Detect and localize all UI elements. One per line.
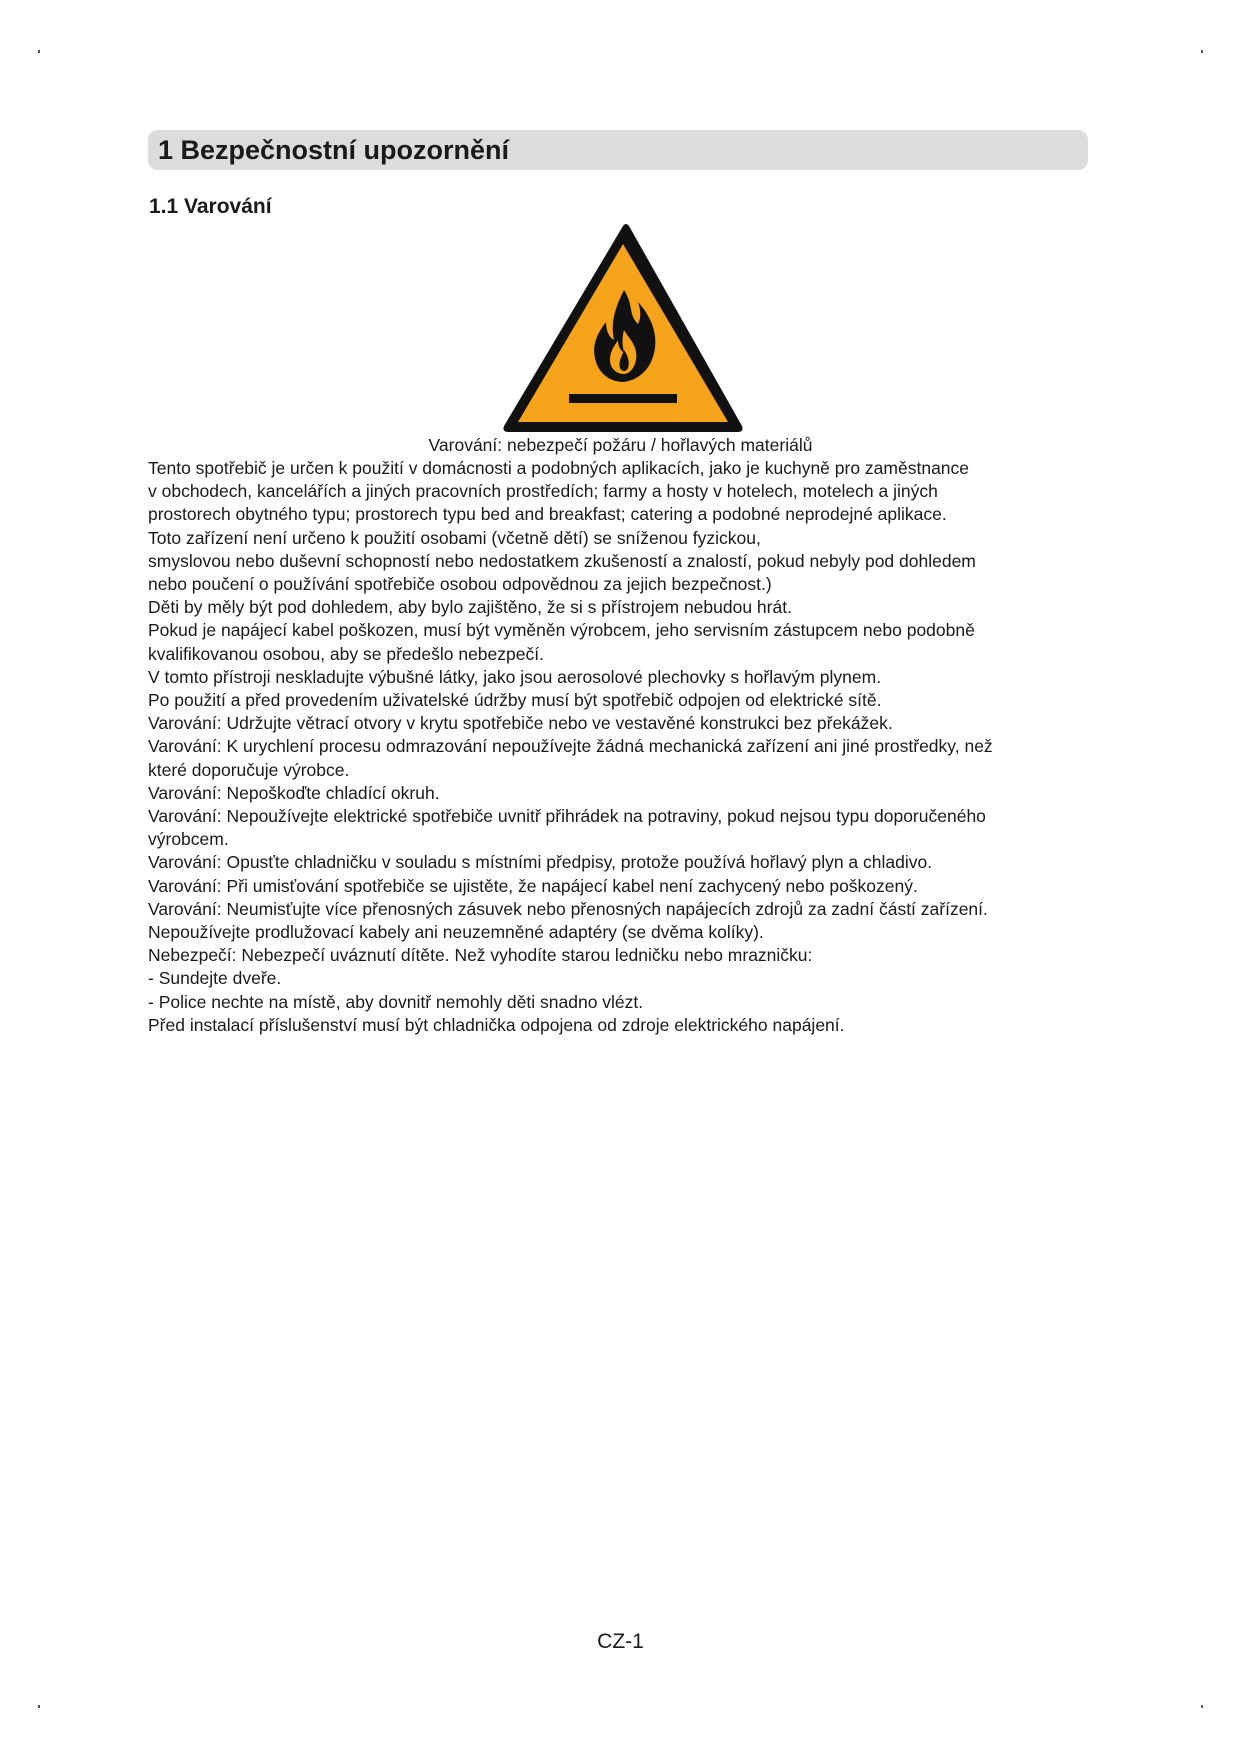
- page-number: CZ-1: [597, 1630, 644, 1653]
- text-line: Před instalací příslušenství musí být chladnička odpojena od zdroje elektrického napájení.: [148, 1014, 845, 1035]
- crop-mark-bottom-right: [1201, 1705, 1203, 1708]
- text-line: které doporučuje výrobce.: [148, 759, 350, 780]
- text-line: Varování: Nepoškoďte chladící okruh.: [148, 782, 440, 803]
- text-line: Varování: Udržujte větrací otvory v krytu spotřebiče nebo ve vestavěné konstrukci bez překážek.: [148, 713, 893, 734]
- text-line: Varování: Neumisťujte více přenosných zásuvek nebo přenosných napájecích zdrojů za zadní částí zařízení.: [148, 898, 988, 919]
- text-line: Tento spotřebič je určen k použití v domácnosti a podobných aplikacích, jako je kuchyně pro zaměstnance: [148, 458, 970, 478]
- text-line: Nebezpečí: Nebezpečí uváznutí dítěte. Než vyhodíte starou ledničku nebo mrazničku:: [148, 945, 813, 966]
- text-line: Varování: K urychlení procesu odmrazování nepoužívejte žádná mechanická zařízení ani jiné prostředky, než: [148, 736, 993, 757]
- flammable-warning-icon: [500, 222, 746, 436]
- text-line: smyslovou nebo duševní schopností nebo nedostatkem zkušeností a znalostí, pokud nebyly pod dohledem: [148, 550, 976, 571]
- safety-text: [148, 457, 1108, 1037]
- text-line: Varování: Opusťte chladničku v souladu s místními předpisy, protože používá hořlavý plyn a chladivo.: [148, 852, 933, 873]
- section-header: [148, 130, 1088, 170]
- text-line: nebo poučení o používání spotřebiče osobou odpovědnou za jejich bezpečnost.): [148, 574, 772, 595]
- text-line: Po použití a před provedením uživatelské údržby musí být spotřebič odpojen od elektrické sítě.: [148, 690, 882, 711]
- sign-caption: Varování: nebezpečí požáru / hořlavých materiálů: [428, 435, 813, 455]
- text-line: výrobcem.: [148, 829, 229, 850]
- text-line: Varování: Při umisťování spotřebiče se ujistěte, že napájecí kabel není zachycený nebo poškozený.: [148, 875, 918, 896]
- list-item: - Police nechte na místě, aby dovnitř nemohly děti snadno vlézt.: [148, 991, 644, 1012]
- text-line: Toto zařízení není určeno k použití osobami (včetně dětí) se sníženou fyzickou,: [148, 527, 761, 548]
- list-item: - Sundejte dveře.: [148, 968, 282, 989]
- text-line: v obchodech, kancelářích a jiných pracovních prostředích; farmy a hosty v hotelech, motelech a jiných: [148, 481, 938, 502]
- text-line: kvalifikovanou osobou, aby se předešlo nebezpečí.: [148, 643, 544, 664]
- text-line: Nepoužívejte prodlužovací kabely ani neuzemněné adaptéry (se dvěma kolíky).: [148, 922, 764, 943]
- text-line: Pokud je napájecí kabel poškozen, musí být vyměněn výrobcem, jeho servisním zástupcem nebo podobně: [148, 620, 975, 641]
- crop-mark-top-right: [1201, 50, 1203, 53]
- text-line: Varování: Nepoužívejte elektrické spotřebiče uvnitř přihrádek na potraviny, pokud nejsou typu doporučeného: [148, 806, 986, 827]
- subsection-title: 1.1 Varování: [149, 195, 272, 218]
- section-title: 1 Bezpečnostní upozornění: [158, 134, 510, 165]
- crop-mark-top-left: [38, 50, 40, 53]
- crop-mark-bottom-left: [38, 1705, 40, 1708]
- text-line: prostorech obytného typu; prostorech typu bed and breakfast; catering a podobné neprodejné aplikace.: [148, 504, 947, 525]
- text-line: V tomto přístroji neskladujte výbušné látky, jako jsou aerosolové plechovky s hořlavým plynem.: [148, 666, 882, 687]
- text-line: Děti by měly být pod dohledem, aby bylo zajištěno, že si s přístrojem nebudou hrát.: [148, 597, 792, 618]
